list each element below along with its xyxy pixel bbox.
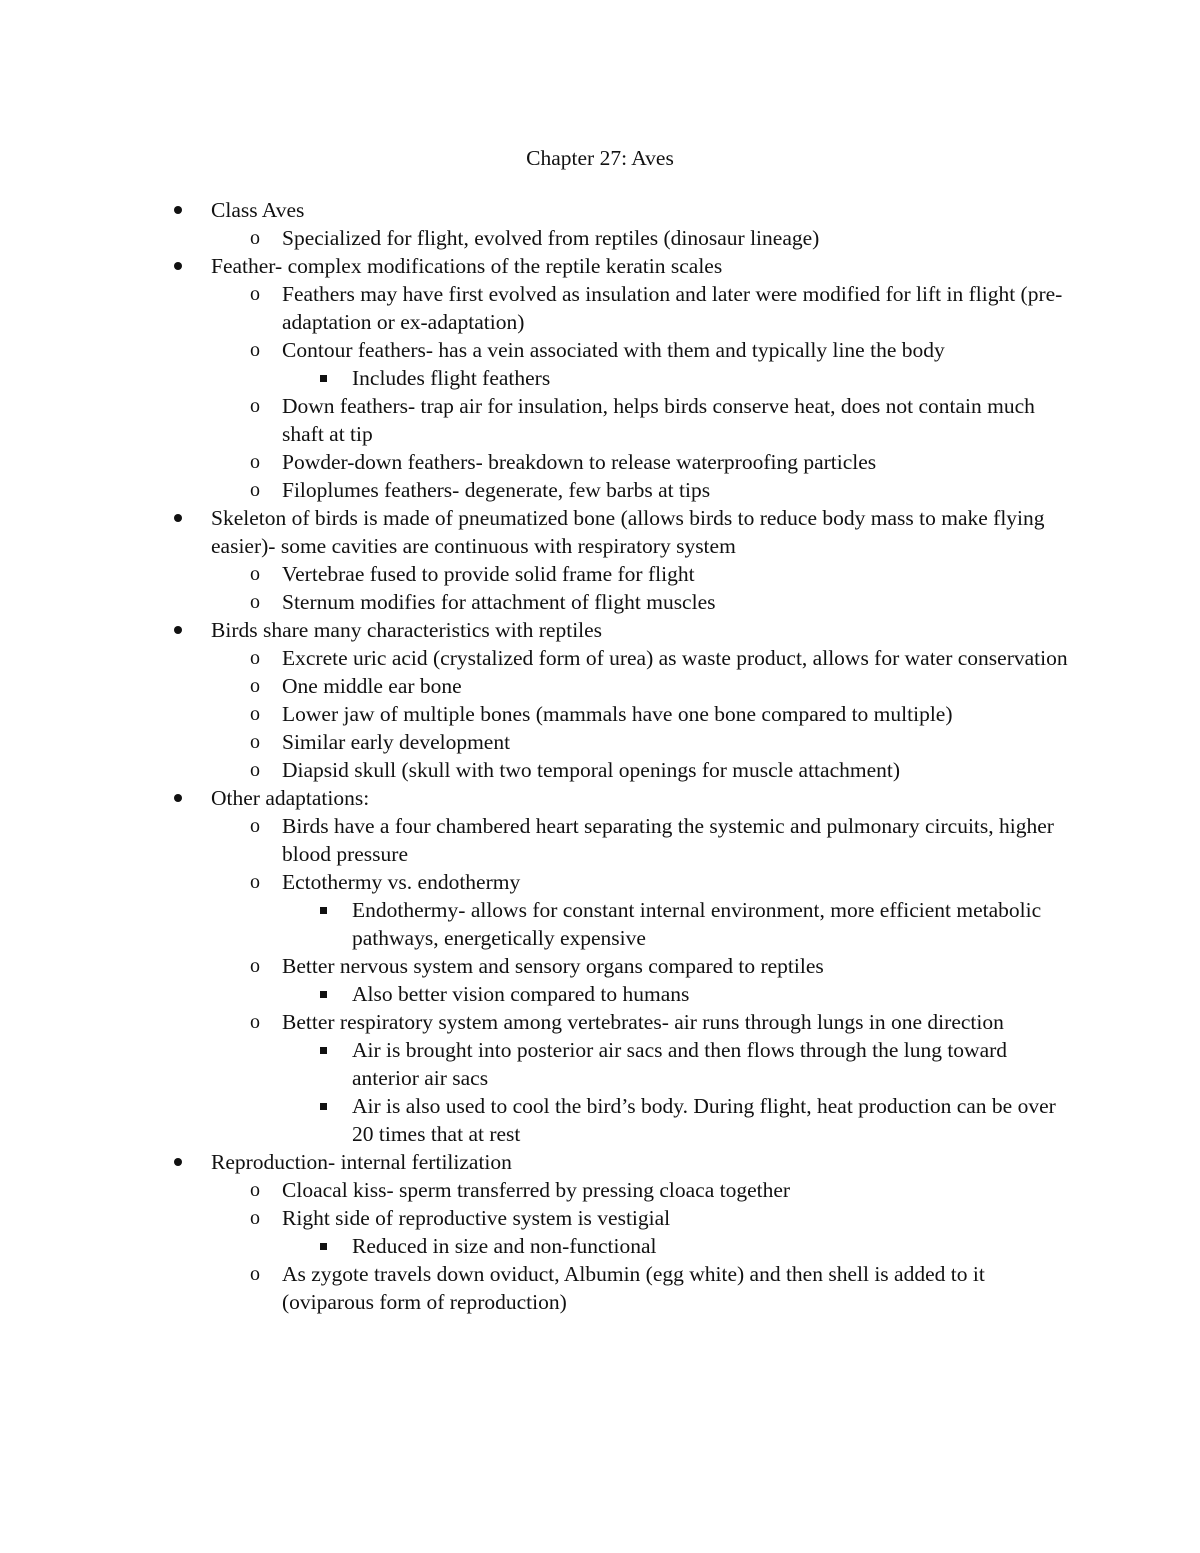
bullet-dot [174,514,182,522]
item-text: Feathers may have first evolved as insulation and later were modified for lift in flight (pre-adaptation or ex-adaptation) [282,282,1063,334]
item-text: Down feathers- trap air for insulation, helps birds conserve heat, does not contain much shaft at tip [282,394,1035,446]
hollow-circle-bullet-icon: o [250,815,260,837]
bullet-dot [174,794,182,802]
item-text: Diapsid skull (skull with two temporal openings for muscle attachment) [282,758,901,782]
hollow-circle-bullet-icon: o [250,703,260,725]
hollow-circle-bullet-icon: o [250,731,260,753]
hollow-circle-bullet-icon: o [250,591,260,613]
sub-sub-bullet-item [0,1036,1072,1092]
sub-bullet-item [0,448,1072,476]
square-bullet-icon [320,896,327,914]
filled-circle-bullet-icon [174,504,184,522]
item-text: Air is also used to cool the bird’s body. During flight, heat production can be over 20 times that at rest [352,1094,1056,1146]
page-title: Chapter 27: Aves [526,146,674,170]
hollow-circle-bullet-icon: o [250,479,260,501]
square-bullet-icon [320,1092,327,1110]
sub-sub-bullet-item [0,1232,1072,1260]
bullet-square [320,1047,327,1054]
item-text: Better respiratory system among vertebrates- air runs through lungs in one direction [282,1010,1004,1034]
bullet-item [0,616,1071,644]
sub-bullet-item [0,392,1072,448]
square-bullet-icon [320,1036,327,1054]
square-bullet-icon [320,980,327,998]
sub-bullet-item [0,1260,1072,1316]
hollow-circle-bullet-icon: o [250,955,260,977]
item-text: One middle ear bone [282,674,462,698]
bullet-dot [174,206,182,214]
square-bullet-icon [320,1232,327,1250]
bullet-square [320,375,327,382]
sub-bullet-item [0,336,1072,364]
sub-sub-bullet-item [0,980,1072,1008]
bullet-square [320,907,327,914]
item-text: Excrete uric acid (crystalized form of urea) as waste product, allows for water conservation [282,646,1068,670]
sub-bullet-item [0,588,1072,616]
item-text: Ectothermy vs. endothermy [282,870,521,894]
item-text: Vertebrae fused to provide solid frame for flight [282,562,695,586]
sub-sub-bullet-item [0,1092,1072,1148]
hollow-circle-bullet-icon: o [250,563,260,585]
bullet-item [0,196,1071,224]
bullet-item [0,784,1071,812]
bullet-square [320,1243,327,1250]
bullet-square [320,1103,327,1110]
square-bullet-icon [320,364,327,382]
bullet-item [0,252,1071,280]
hollow-circle-bullet-icon: o [250,675,260,697]
item-text: Birds have a four chambered heart separating the systemic and pulmonary circuits, higher blood pressure [282,814,1054,866]
filled-circle-bullet-icon [174,196,184,214]
item-text: Better nervous system and sensory organs compared to reptiles [282,954,824,978]
item-text: Right side of reproductive system is vestigial [282,1206,671,1230]
bullet-dot [174,262,182,270]
notes-list [0,196,1200,1316]
item-text: Also better vision compared to humans [352,982,690,1006]
bullet-dot [174,626,182,634]
hollow-circle-bullet-icon: o [250,451,260,473]
filled-circle-bullet-icon [174,616,184,634]
hollow-circle-bullet-icon: o [250,1263,260,1285]
item-text: Contour feathers- has a vein associated with them and typically line the body [282,338,945,362]
item-text: Filoplumes feathers- degenerate, few barbs at tips [282,478,711,502]
bullet-square [320,991,327,998]
bullet-item [0,1148,1071,1176]
item-text: Birds share many characteristics with reptiles [211,618,603,642]
item-text: Cloacal kiss- sperm transferred by pressing cloaca together [282,1178,791,1202]
sub-bullet-item [0,952,1072,980]
sub-bullet-item [0,280,1072,336]
sub-bullet-item [0,476,1072,504]
hollow-circle-bullet-icon: o [250,1207,260,1229]
sub-bullet-item [0,1008,1072,1036]
item-text: As zygote travels down oviduct, Albumin (egg white) and then shell is added to it (oviparous form of reproduction) [282,1262,985,1314]
item-text: Reproduction- internal fertilization [211,1150,512,1174]
item-text: Powder-down feathers- breakdown to release waterproofing particles [282,450,877,474]
sub-bullet-item [0,644,1072,672]
sub-sub-bullet-item [0,896,1072,952]
sub-bullet-item [0,868,1072,896]
item-text: Other adaptations: [211,786,370,810]
item-text: Reduced in size and non-functional [352,1234,657,1258]
hollow-circle-bullet-icon: o [250,227,260,249]
item-text: Sternum modifies for attachment of flight muscles [282,590,716,614]
sub-sub-bullet-item [0,364,1072,392]
hollow-circle-bullet-icon: o [250,1179,260,1201]
hollow-circle-bullet-icon: o [250,339,260,361]
item-text: Class Aves [211,198,305,222]
item-text: Specialized for flight, evolved from reptiles (dinosaur lineage) [282,226,820,250]
hollow-circle-bullet-icon: o [250,759,260,781]
item-text: Feather- complex modifications of the reptile keratin scales [211,254,723,278]
item-text: Endothermy- allows for constant internal environment, more efficient metabolic pathways, energetically expensive [352,898,1042,950]
sub-bullet-item [0,1176,1072,1204]
sub-bullet-item [0,560,1072,588]
sub-bullet-item [0,700,1072,728]
bullet-dot [174,1158,182,1166]
sub-bullet-item [0,224,1072,252]
item-text: Skeleton of birds is made of pneumatized bone (allows birds to reduce body mass to make flying easier)- some cavities are continuous with respiratory system [211,506,1045,558]
filled-circle-bullet-icon [174,252,184,270]
sub-bullet-item [0,728,1072,756]
hollow-circle-bullet-icon: o [250,283,260,305]
sub-bullet-item [0,1204,1072,1232]
hollow-circle-bullet-icon: o [250,647,260,669]
hollow-circle-bullet-icon: o [250,395,260,417]
item-text: Includes flight feathers [352,366,551,390]
sub-bullet-item [0,812,1072,868]
item-text: Lower jaw of multiple bones (mammals have one bone compared to multiple) [282,702,953,726]
bullet-item [0,504,1071,560]
filled-circle-bullet-icon [174,784,184,802]
item-text: Similar early development [282,730,511,754]
hollow-circle-bullet-icon: o [250,1011,260,1033]
filled-circle-bullet-icon [174,1148,184,1166]
sub-bullet-item [0,672,1072,700]
item-text: Air is brought into posterior air sacs and then flows through the lung toward anterior air sacs [352,1038,1008,1090]
sub-bullet-item [0,756,1072,784]
hollow-circle-bullet-icon: o [250,871,260,893]
